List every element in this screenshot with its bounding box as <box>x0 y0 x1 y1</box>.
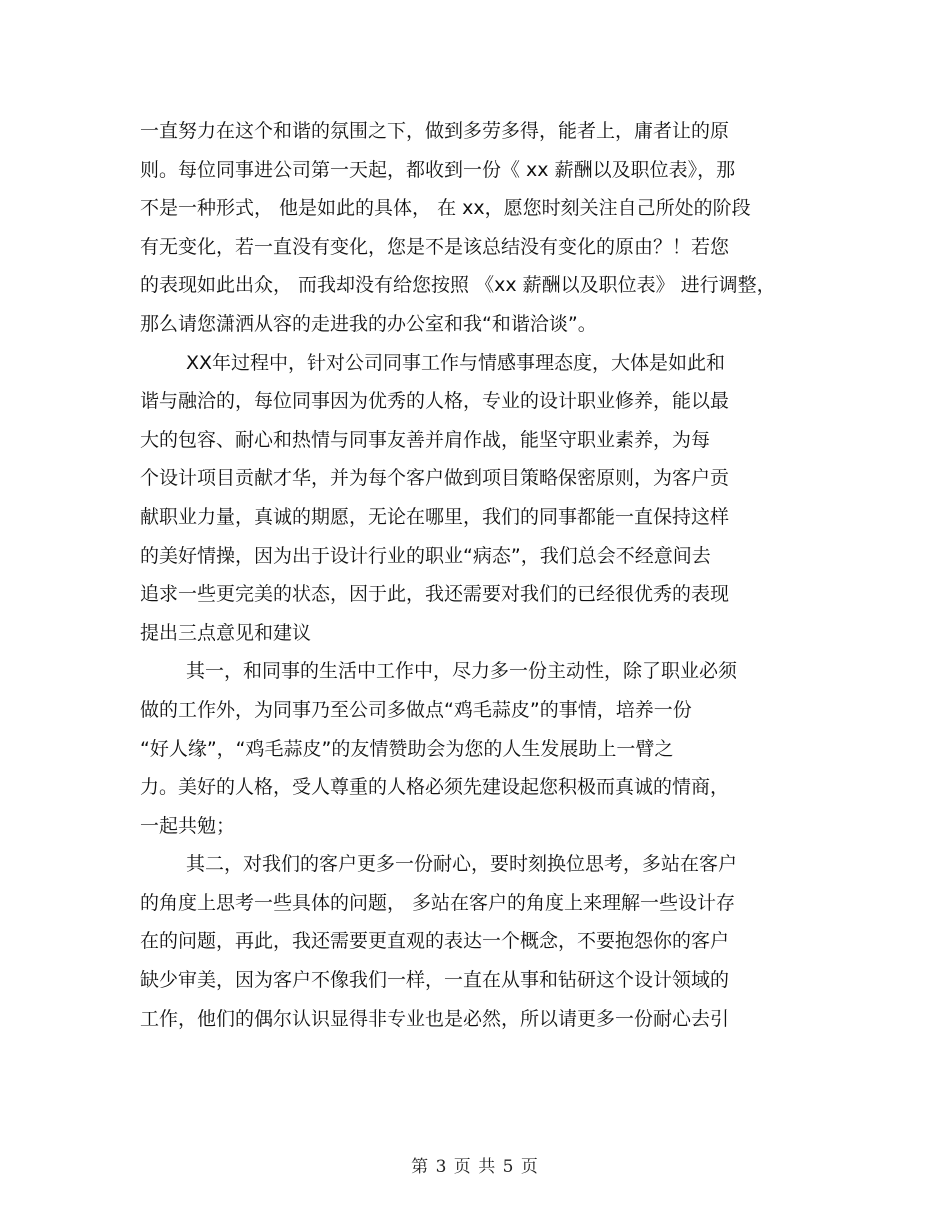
text-line: 其一，和同事的生活中工作中，尽力多一份主动性，除了职业必须 <box>186 660 738 683</box>
text-line: 则。每位同事进公司第一天起，都收到一份《 xx 薪酬以及职位表》，那 <box>140 158 736 181</box>
paragraph-2 <box>140 344 820 653</box>
text-line: 的表现如此出众， 而我却没有给您按照 《xx 薪酬以及职位表》 进行调整， <box>140 274 776 297</box>
text-line: 献职业力量，真诚的期愿，无论在哪里，我们的同事都能一直保持这样 <box>140 505 730 528</box>
text-line: 缺少审美，因为客户不像我们一样，一直在从事和钻研这个设计领域的 <box>140 969 730 992</box>
text-line: 有无变化，若一直没有变化，您是不是该总结没有变化的原由？！若您 <box>140 235 730 258</box>
text-line: 的角度上思考一些具体的问题， 多站在客户的角度上来理解一些设计存 <box>140 891 736 914</box>
text-line: 不是一种形式， 他是如此的具体， 在 xx，愿您时刻关注自己所处的阶段 <box>140 197 751 220</box>
text-line: 大的包容、耐心和热情与同事友善并肩作战，能坚守职业素养，为每 <box>140 428 711 451</box>
text-line: 在的问题，再此，我还需要更直观的表达一个概念，不要抱怨你的客户 <box>140 930 730 953</box>
text-line: 工作，他们的偶尔认识显得非专业也是必然，所以请更多一份耐心去引 <box>140 1007 730 1030</box>
text-line: 追求一些更完美的状态，因于此，我还需要对我们的已经很优秀的表现 <box>140 583 730 606</box>
paragraph-4 <box>140 845 820 1038</box>
text-line: XX年过程中，针对公司同事工作与情感事理态度，大体是如此和 <box>186 351 726 374</box>
text-line: 提出三点意见和建议 <box>140 621 312 644</box>
page-number-footer: 第 3 页 共 5 页 <box>411 1157 539 1177</box>
text-line: 做的工作外，为同事乃至公司多做点“鸡毛蒜皮”的事情，培养一份 <box>140 698 692 721</box>
paragraph-3 <box>140 652 820 845</box>
text-line: 一起共勉； <box>140 814 236 837</box>
text-line: 的美好情操，因为出于设计行业的职业“病态”，我们总会不经意间去 <box>140 544 711 567</box>
text-line: 力。美好的人格，受人尊重的人格必须先建设起您积极而真诚的情商， <box>140 776 730 799</box>
text-line: 谐与融洽的，每位同事因为优秀的人格，专业的设计职业修养，能以最 <box>140 390 730 413</box>
text-line: 其二，对我们的客户更多一份耐心，要时刻换位思考，多站在客户 <box>186 853 738 876</box>
text-line: “好人缘”，“鸡毛蒜皮”的友情赞助会为您的人生发展助上一臂之 <box>140 737 674 760</box>
text-line: 个设计项目贡献才华，并为每个客户做到项目策略保密原则，为客户贡 <box>140 467 730 490</box>
document-body <box>140 112 820 1038</box>
text-line: 那么请您潇洒从容的走进我的办公室和我“和谐洽谈”。 <box>140 312 597 335</box>
paragraph-1 <box>140 112 820 344</box>
text-line: 一直努力在这个和谐的氛围之下，做到多劳多得，能者上，庸者让的原 <box>140 120 730 142</box>
